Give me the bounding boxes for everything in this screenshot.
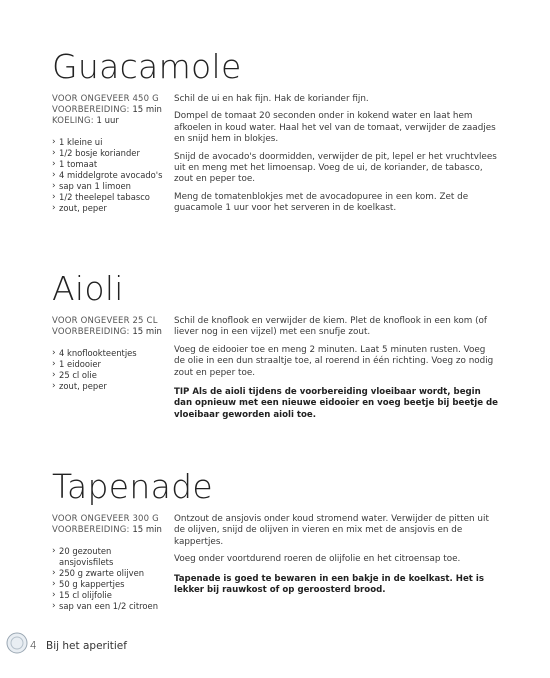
recipe-meta xyxy=(52,514,170,612)
recipe-meta xyxy=(52,316,170,392)
ingredient-item: › 15 cl olijfolie xyxy=(52,590,170,601)
prep-value: 15 min xyxy=(132,105,162,115)
step-text: Dompel de tomaat 20 seconden onder in kokend water en laat hem afkoelen in koud water. Haal het vel van de tomaat, verwijder de zaadjes en snijd hem in blokjes. xyxy=(174,111,496,145)
recipe-title: Guacamole xyxy=(52,47,242,86)
ingredient-item: › 4 knoflookteentjes xyxy=(52,348,170,359)
yield-value: 450 G xyxy=(132,94,159,104)
yield-label: VOOR ONGEVEER xyxy=(52,316,130,326)
prep-label: VOORBEREIDING: xyxy=(52,327,130,337)
yield-value: 300 G xyxy=(132,514,159,524)
recipe-guacamole xyxy=(52,47,498,244)
recipe-aioli xyxy=(52,269,499,446)
seal-icon xyxy=(6,632,28,654)
prep-label: VOORBEREIDING: xyxy=(52,105,130,115)
ingredient-item: › sap van een 1/2 citroen xyxy=(52,601,170,612)
tip-text xyxy=(174,387,498,421)
prep-label: VOORBEREIDING: xyxy=(52,525,130,535)
section-title: Bij het aperitief xyxy=(46,640,127,652)
ingredient-item: › 1 eidooier xyxy=(52,359,170,370)
ingredient-item: › 250 g zwarte olijven xyxy=(52,568,170,579)
cooling-label: KOELING: xyxy=(52,116,94,126)
cooling-value: 1 uur xyxy=(96,116,119,126)
yield-label: VOOR ONGEVEER xyxy=(52,514,130,524)
recipe-title: Tapenade xyxy=(52,467,213,506)
step-text: Snijd de avocado's doormidden, verwijder de pit, lepel er het vruchtvlees uit en meng met het limoensap. Voeg de ui, de koriander, de tabasco, zout en peper toe. xyxy=(174,151,497,185)
ingredient-item: › 1/2 bosje koriander xyxy=(52,148,170,159)
step-text: Voeg de eidooier toe en meng 2 minuten. Laat 5 minuten rusten. Voeg de olie in een dun straaltje toe, al roerend in één richting. Voeg zo nodig zout en peper toe. xyxy=(174,344,494,378)
ingredient-item: › zout, peper xyxy=(52,381,170,392)
tip-label: TIP xyxy=(174,387,190,398)
step-text: Meng de tomatenblokjes met de avocadopuree in een kom. Zet de guacamole 1 uur voor het serveren in de koelkast. xyxy=(174,191,469,214)
note-text: Tapenade is goed te bewaren in een bakje in de koelkast. Het is lekker bij rauwkost of op geroosterd brood. xyxy=(174,573,484,596)
ingredient-item: › 1 tomaat xyxy=(52,159,170,170)
prep-value: 15 min xyxy=(132,327,162,337)
ingredient-list xyxy=(52,137,170,214)
recipe-steps xyxy=(174,94,498,221)
ingredient-item: › 20 gezouten xyxy=(52,546,170,557)
step-text: Schil de knoflook en verwijder de kiem. Plet de knoflook in een kom (of liever nog in een vijzel) met een snufje zout. xyxy=(174,316,488,338)
ingredient-item: › 25 cl olie xyxy=(52,370,170,381)
yield-label: VOOR ONGEVEER xyxy=(52,94,130,104)
recipe-tapenade xyxy=(52,467,498,644)
recipe-steps xyxy=(174,316,498,421)
step-text: Voeg onder voortdurend roeren de olijfolie en het citroensap toe. xyxy=(174,554,461,565)
page-footer xyxy=(30,640,127,652)
ingredient-item: › zout, peper xyxy=(52,203,170,214)
ingredient-item: › 4 middelgrote avocado's xyxy=(52,170,170,181)
step-text: Schil de ui en hak fijn. Hak de koriander fijn. xyxy=(174,94,369,104)
ingredient-list xyxy=(52,546,170,612)
ingredient-item: › 50 g kappertjes xyxy=(52,579,170,590)
recipe-steps xyxy=(174,514,498,596)
page-number: 4 xyxy=(30,640,37,652)
yield-value: 25 CL xyxy=(132,316,158,326)
ingredient-item: › 1/2 theelepel tabasco xyxy=(52,192,170,203)
ingredient-list xyxy=(52,348,170,392)
recipe-title: Aioli xyxy=(52,269,124,308)
ingredient-item: › sap van 1 limoen xyxy=(52,181,170,192)
step-text: Ontzout de ansjovis onder koud stromend water. Verwijder de pitten uit de olijven, snijd de olijven in vieren en mix met de ansjovis en de kappertjes. xyxy=(174,514,489,547)
tip-body: Als de aioli tijdens de voorbereiding vloeibaar wordt, begin dan opnieuw met een nieuwe eidooier en voeg beetje bij beetje de vloeibaar geworden aioli toe. xyxy=(174,387,499,420)
prep-value: 15 min xyxy=(132,525,162,535)
recipe-meta xyxy=(52,94,170,214)
ingredient-item: ansjovisfilets xyxy=(59,557,114,567)
ingredient-item: › 1 kleine ui xyxy=(52,137,170,148)
